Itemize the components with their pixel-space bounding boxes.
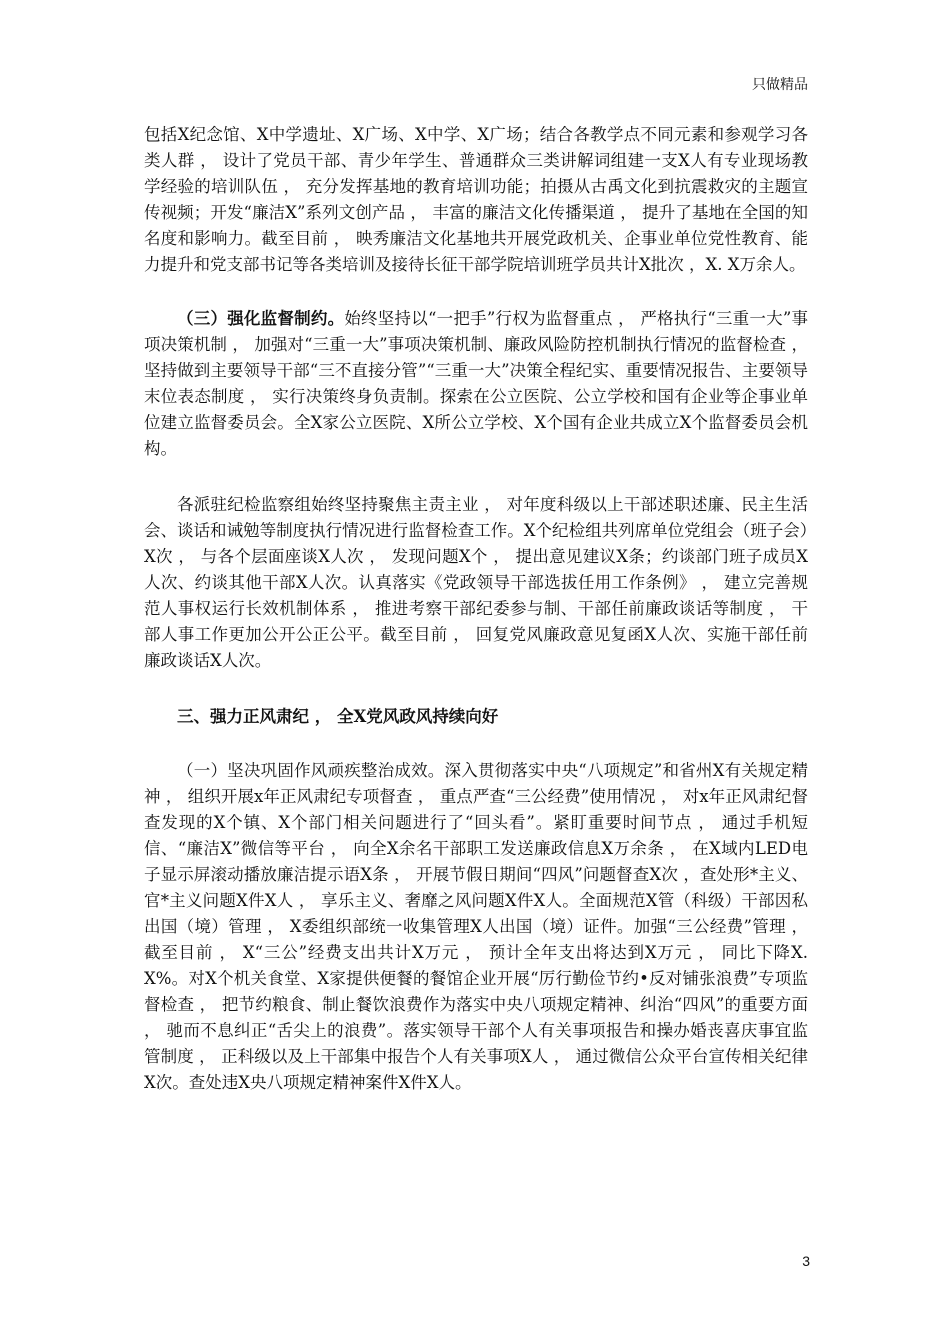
document-body	[144, 122, 814, 1096]
section-heading-supervision: （三）强化监督制约。	[177, 309, 345, 328]
paragraph-text: 始终坚持以“一把手”行权为监督重点 ， 严格执行“三重一大”事项决策机制 ， 加强对“三重一大”事项决策机制、廉政风险防控机制执行情况的监督检查 ， 坚持做到主要领导干部“三不直接分管”“三重一大”决策全程纪实、重要情况报告、主要领导末位表态制度 ， 实行决策终身负责制。探索在公立医院、公立学校和国有企业等企事业单位建立监督委员会。全X家公立医院、X所公立学校、X个国有企业共成立X个监督委员会机构。	[144, 309, 814, 458]
paragraph-work-style	[144, 758, 814, 1096]
paragraph-inspection-teams	[144, 492, 808, 674]
section-heading-discipline	[144, 704, 808, 730]
page-number: 3	[802, 1253, 810, 1269]
paragraph-text: 各派驻纪检监察组始终坚持聚焦主责主业 ， 对年度科级以上干部述职述廉、民主生活会、谈话和诫勉等制度执行情况进行监督检查工作。X个纪检组共列席单位党组会（班子会）X次 ， 与各个层面座谈X人次 ， 发现问题X个 ， 提出意见建议X条；约谈部门班子成员X人次、约谈其他干部X人次。认真落实《党政领导干部选拔任用工作条例》 ， 建立完善规范人事权运行长效机制体系 ， 推进考察干部纪委参与制、干部任前廉政谈话等制度 ， 干部人事工作更加公开公正公平。截至目前 ， 回复党风廉政意见复函X人次、实施干部任前廉政谈话X人次。	[144, 495, 808, 670]
header-note: 只做精品	[752, 77, 808, 93]
paragraph-text: 包括X纪念馆、X中学遗址、X广场、X中学、X广场；结合各教学点不同元素和参观学习各类人群 ， 设计了党员干部、青少年学生、普通群众三类讲解词组建一支X人有专业现场教学经验的培训队伍 ， 充分发挥基地的教育培训功能；拍摄从古禹文化到抗震救灾的主题宣传视频；开发“廉洁X”系列文创产品 ， 丰富的廉洁文化传播渠道 ， 提升了基地在全国的知名度和影响力。截至目前 ， 映秀廉洁文化基地共开展党政机关、企事业单位党性教育、能力提升和党支部书记等各类培训及接待长征干部学院培训班学员共计X批次 ，X. X万余人。	[144, 125, 808, 274]
paragraph-continuation	[144, 122, 808, 278]
paragraph-supervision	[144, 306, 814, 462]
paragraph-text: （一）坚决巩固作风顽疾整治成效。深入贯彻落实中央“八项规定”和省州X有关规定精神 ， 组织开展x年正风肃纪专项督查 ， 重点严查“三公经费”使用情况 ， 对x年正风肃纪督查发现的X个镇、X个部门相关问题进行了“回头看”。紧盯重要时间节点 ， 通过手机短信、“廉洁X”微信等平台 ， 向全X余名干部职工发送廉政信息X万余条 ， 在X域内LED电子显示屏滚动播放廉洁提示语X条 ， 开展节假日期间“四风”问题督查X次 ，查处形*主义、官*主义问题X件X人 ， 享乐主义、奢靡之风问题X件X人。全面规范X管（科级）干部因私出国（境）管理 ， X委组织部统一收集管理X人出国（境）证件。加强“三公经费”管理 ， 截至目前 ， X“三公”经费支出共计X万元 ， 预计全年支出将达到X万元 ， 同比下降X. X%。对X个机关食堂、X家提供便餐的餐馆企业开展“厉行勤俭节约•反对铺张浪费”专项监督检查 ， 把节约粮食、制止餐饮浪费作为落实中央八项规定精神、纠治“四风”的重要方面 ， 驰而不息纠正“舌尖上的浪费”。落实领导干部个人有关事项报告和操办婚丧喜庆事宜监管制度 ， 正科级以及上干部集中报告个人有关事项X人 ， 通过微信公众平台宣传相关纪律X次。查处违X央八项规定精神案件X件X人。	[144, 761, 814, 1092]
section-heading-text: 三、强力正风肃纪 ， 全X党风政风持续向好	[177, 707, 499, 726]
